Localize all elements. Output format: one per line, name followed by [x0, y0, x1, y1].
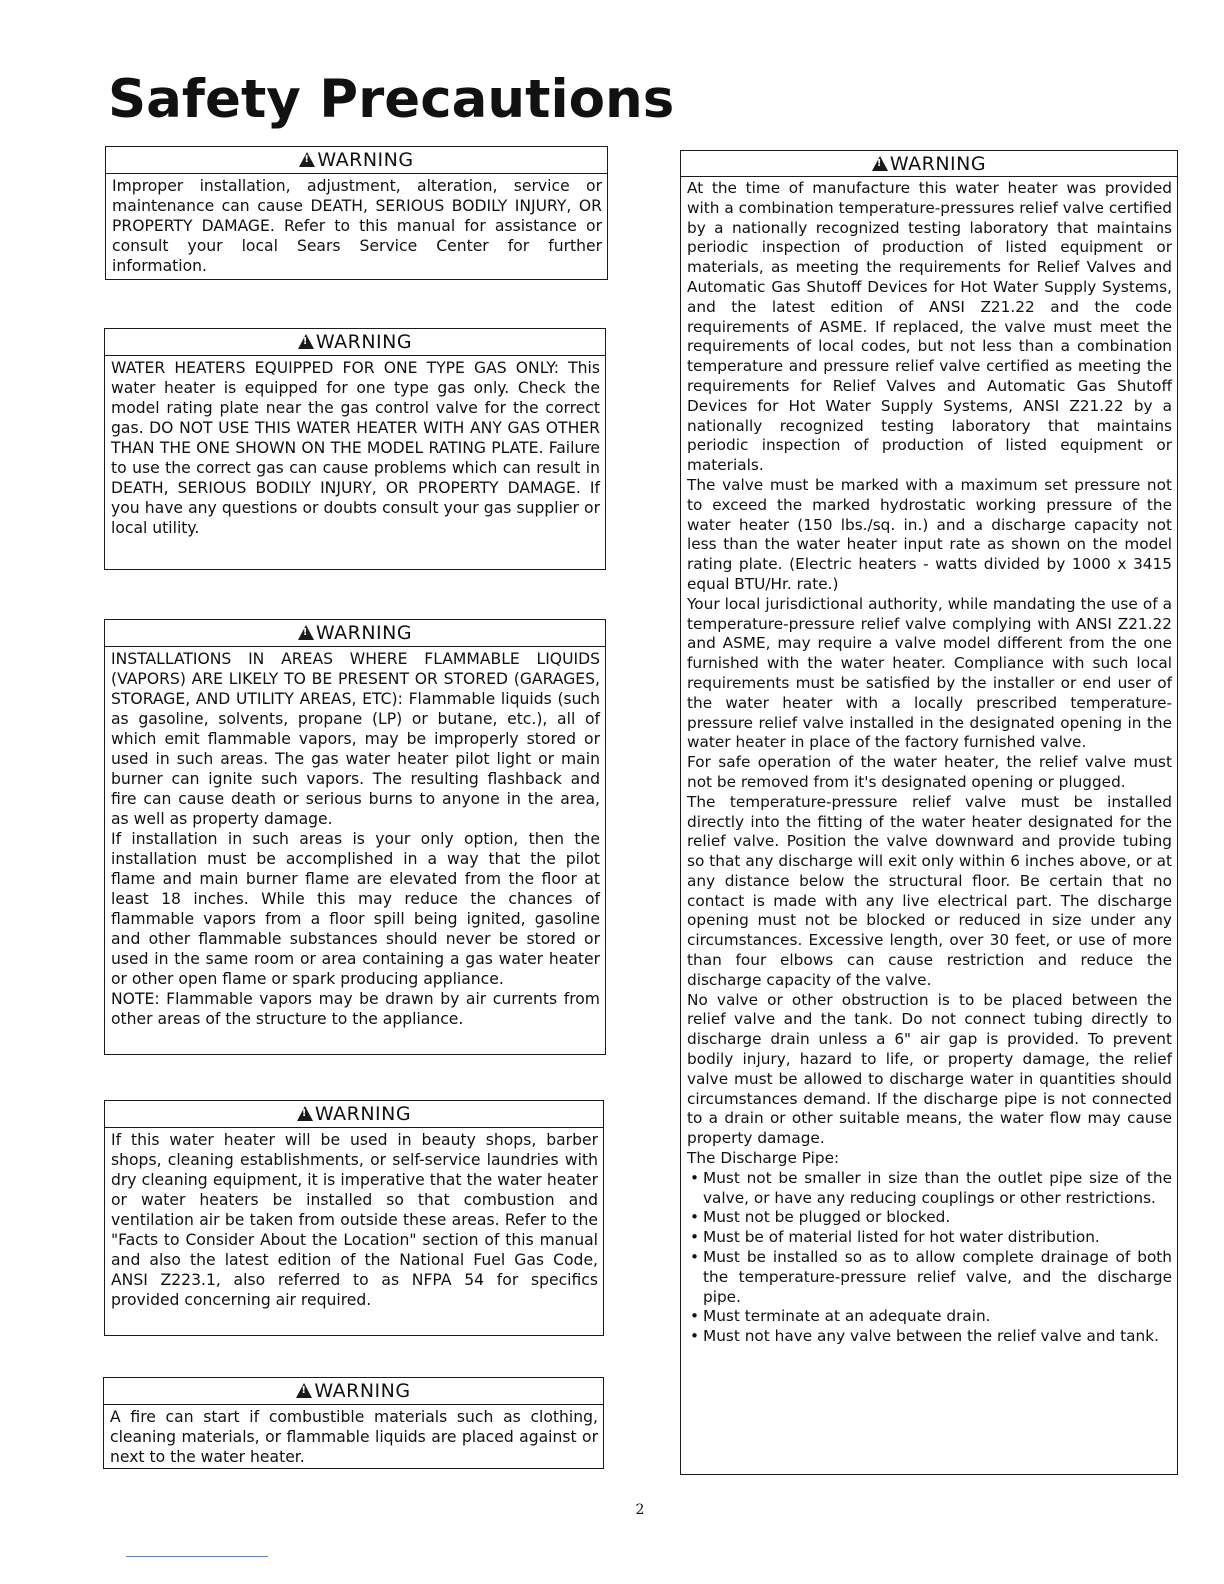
warning-paragraph: The temperature-pressure relief valve must be installed directly into the fitting of the water heater designated for the relief valve. Position the valve downward and provide tubing so that any discharge will exit only within 6 inches above, or at any distance below the structural floor. Be certain that no contact is made with any live electrical part. The discharge opening must not be blocked or reduced in size under any circumstances. Excessive length, over 30 feet, or use of more than four elbows can cause restriction and reduce the discharge capacity of the valve.	[687, 792, 1172, 989]
warning-paragraph: INSTALLATIONS IN AREAS WHERE FLAMMABLE LIQUIDS (VAPORS) ARE LIKELY TO BE PRESENT OR STORED (GARAGES, STORAGE, AND UTILITY AREAS, ETC): Flammable liquids (such as gasoline, solvents, propane (LP) or butane, etc.), all of which emit flammable vapors, may be improperly stored or used in such areas. The gas water heater pilot light or main burner can ignite such vapors. The resulting flashback and fire can cause death or serious burns to anyone in the area, as well as property damage.	[111, 650, 600, 828]
list-item: • Must not be smaller in size than the outlet pipe size of the valve, or have any reducing couplings or other restrictions.	[703, 1169, 1172, 1209]
list-item: • Must not be plugged or blocked.	[703, 1208, 1172, 1228]
warning-heading: !WARNING	[105, 1101, 603, 1128]
warning-paragraph: If this water heater will be used in beauty shops, barber shops, cleaning establishments, or self-service laundries with dry cleaning equipment, it is imperative that the water heater or water heaters be installed so that combustion and ventilation air be taken from outside these areas. Refer to the "Facts to Consider About the Location" section of this manual and also the latest edition of the National Fuel Gas Code, ANSI Z223.1, also referred to as NFPA 54 for specifics provided concerning air required.	[111, 1131, 598, 1309]
warning-paragraph: If installation in such areas is your only option, then the installation must be accomplished in a way that the pilot flame and main burner flame are elevated from the floor at least 18 inches. While this may reduce the chances of flammable vapors from a floor spill being ignited, gasoline and other flammable substances should never be stored or used in the same room or area containing a gas water heater or other open flame or spark producing appliance.	[111, 830, 600, 988]
warning-triangle-icon	[297, 1106, 313, 1121]
warning-triangle-icon	[298, 334, 314, 349]
warning-paragraph: The valve must be marked with a maximum set pressure not to exceed the marked hydrostatic working pressure of the water heater (150 lbs./sq. in.) and a discharge capacity not less than the water heater input rate as shown on the model rating plate. (Electric heaters - watts divided by 1000 x 3415 equal BTU/Hr. rate.)	[687, 475, 1172, 593]
warning-body	[105, 356, 605, 540]
warning-paragraph: WATER HEATERS EQUIPPED FOR ONE TYPE GAS ONLY: This water heater is equipped for one type gas only. Check the model rating plate near the gas control valve for the correct gas. DO NOT USE THIS WATER HEATER WITH ANY GAS OTHER THAN THE ONE SHOWN ON THE MODEL RATING PLATE. Failure to use the correct gas can cause problems which can result in DEATH, SERIOUS BODILY INJURY, OR PROPERTY DAMAGE. If you have any questions or doubts consult your gas supplier or local utility.	[111, 359, 600, 537]
warning-box-flammable-liquids	[104, 619, 606, 1055]
footer-rule	[126, 1556, 268, 1557]
warning-paragraph: A fire can start if combustible materials such as clothing, cleaning materials, or flammable liquids are placed against or next to the water heater.	[110, 1408, 598, 1466]
warning-body	[105, 647, 605, 1031]
warning-body	[105, 1128, 603, 1312]
list-item: • Must be installed so as to allow complete drainage of both the temperature-pressure relief valve, and the discharge pipe.	[703, 1248, 1172, 1307]
warning-paragraph: Improper installation, adjustment, alteration, service or maintenance can cause DEATH, SERIOUS BODILY INJURY, OR PROPERTY DAMAGE. Refer to this manual for assistance or consult your local Sears Service Center for further information.	[112, 177, 602, 275]
discharge-pipe-heading: The Discharge Pipe:	[687, 1149, 840, 1168]
discharge-pipe-list	[687, 1169, 1172, 1347]
warning-box-combustible-materials	[103, 1377, 604, 1469]
warning-triangle-icon	[296, 1383, 312, 1398]
warning-paragraph: For safe operation of the water heater, the relief valve must not be removed from it's designated opening or plugged.	[687, 753, 1172, 791]
warning-heading: !WARNING	[104, 1378, 603, 1405]
list-item: • Must terminate at an adequate drain.	[703, 1307, 1172, 1327]
warning-triangle-icon	[872, 156, 888, 171]
warning-heading: !WARNING	[105, 329, 605, 356]
warning-body	[681, 177, 1177, 1349]
warning-paragraph: At the time of manufacture this water heater was provided with a combination temperature-pressures relief valve certified by a nationally recognized testing laboratory that maintains periodic inspection of production of listed equipment or materials, as meeting the requirements for Relief Valves and Automatic Gas Shutoff Devices for Hot Water Supply Systems, and the latest edition of ANSI Z21.22 and the code requirements of ASME. If replaced, the valve must meet the requirements of local codes, but not less than a combination temperature and pressure relief valve certified as meeting the requirements for Relief Valves and Automatic Gas Shutoff Devices for Hot Water Supply Systems, ANSI Z21.22 by a nationally recognized testing laboratory that maintains periodic inspection of production of listed equipment or materials.	[687, 179, 1172, 475]
warning-box-one-type-gas	[104, 328, 606, 570]
warning-triangle-icon	[299, 152, 315, 167]
warning-heading: !WARNING	[681, 151, 1177, 177]
list-item: • Must not have any valve between the relief valve and tank.	[703, 1327, 1172, 1347]
warning-heading: !WARNING	[106, 147, 607, 174]
warning-box-relief-valve	[680, 150, 1178, 1475]
warning-box-combustion-air	[104, 1100, 604, 1336]
warning-note: NOTE: Flammable vapors may be drawn by air currents from other areas of the structure to the appliance.	[111, 990, 600, 1028]
warning-box-improper-installation	[105, 146, 608, 280]
page-title: Safety Precautions	[108, 69, 675, 130]
warning-body	[106, 174, 607, 278]
warning-paragraph: No valve or other obstruction is to be placed between the relief valve and the tank. Do not connect tubing directly to discharge drain unless a 6" air gap is provided. To prevent bodily injury, hazard to life, or property damage, the relief valve must be allowed to discharge water in quantities should circumstances demand. If the discharge pipe is not connected to a drain or other suitable means, the water flow may cause property damage.	[687, 990, 1172, 1148]
warning-body	[104, 1405, 603, 1469]
page-number: 2	[635, 1502, 645, 1518]
warning-paragraph: Your local jurisdictional authority, while mandating the use of a temperature-pressure relief valve complying with ANSI Z21.22 and ASME, may require a valve model different from the one furnished with the water heater. Compliance with such local requirements must be satisfied by the installer or end user of the water heater with a locally prescribed temperature-pressure relief valve installed in the designated opening in the water heater in place of the factory furnished valve.	[687, 594, 1172, 752]
warning-triangle-icon	[298, 625, 314, 640]
warning-heading: !WARNING	[105, 620, 605, 647]
list-item: • Must be of material listed for hot water distribution.	[703, 1228, 1172, 1248]
